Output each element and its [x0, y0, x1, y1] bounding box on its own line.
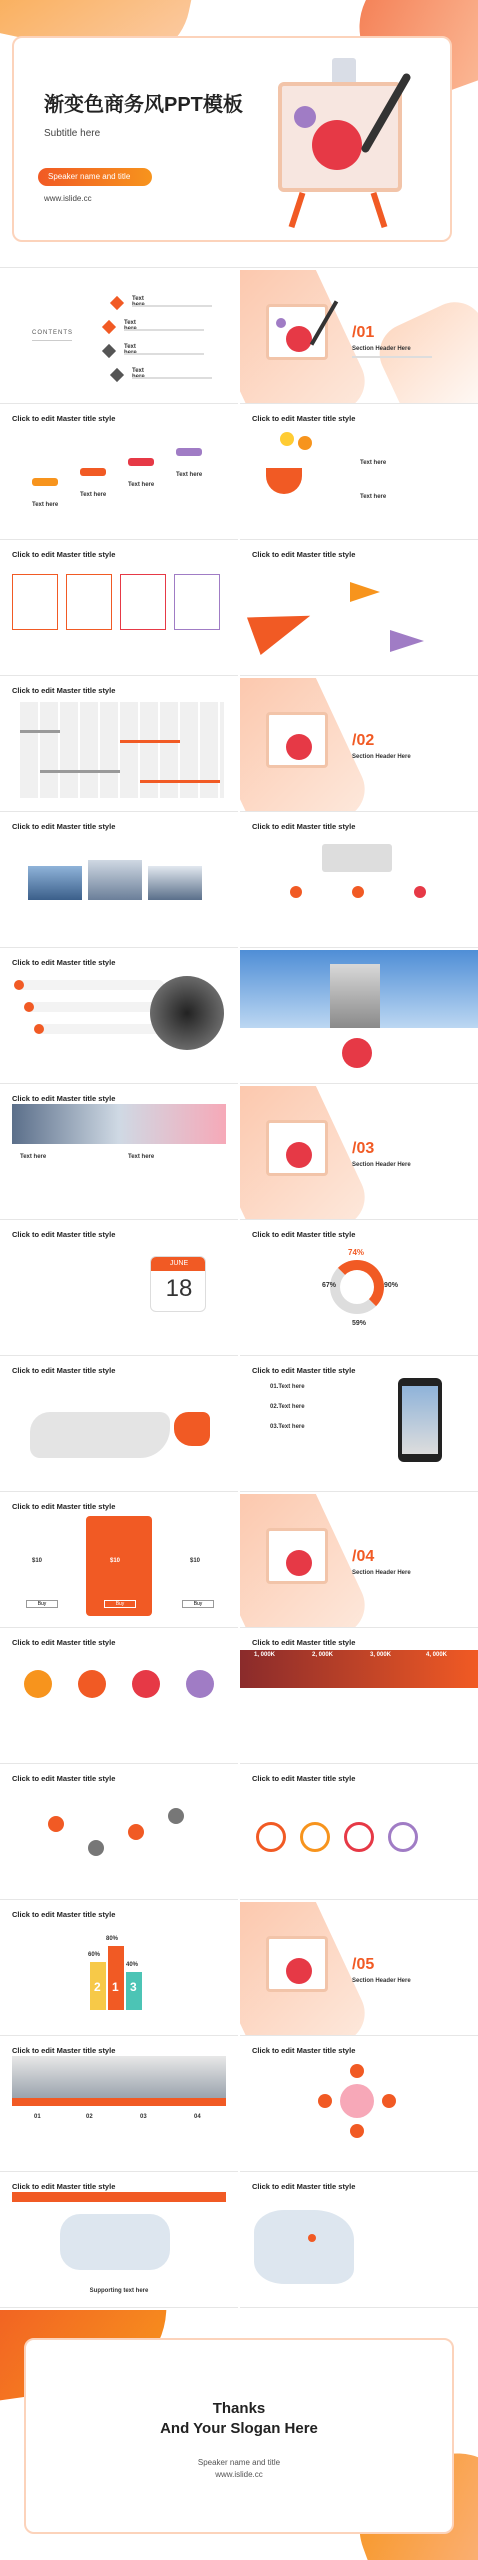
- cover-subtitle: Subtitle here: [44, 128, 101, 139]
- step-circle: [78, 1670, 106, 1698]
- building-photo: [88, 860, 142, 900]
- phone-slide: [240, 1358, 478, 1492]
- card-1: [12, 574, 58, 630]
- section-title: Section Header Here: [352, 1978, 411, 1984]
- slide-title: Click to edit Master title style: [12, 686, 116, 695]
- cover-speaker: Speaker name and title: [48, 172, 131, 181]
- bulb-icon: [280, 432, 294, 446]
- slide-title: Click to edit Master title style: [12, 550, 116, 559]
- donut-slide: [240, 1222, 478, 1356]
- gantt-bar: [40, 770, 120, 773]
- cover-slide: [0, 0, 478, 268]
- section-slide-02: [240, 678, 478, 812]
- painted-circle-red: [286, 326, 312, 352]
- painted-circle-red: [286, 1142, 312, 1168]
- section-number: /05: [352, 1956, 375, 1973]
- petal-dot: [382, 2094, 396, 2108]
- step-label-4: Text here: [176, 472, 203, 478]
- col-number: 01: [34, 2114, 41, 2120]
- painted-circle-red: [286, 1958, 312, 1984]
- section-title: Section Header Here: [352, 754, 411, 760]
- contents-divider: [32, 340, 72, 341]
- buy-button[interactable]: Buy: [104, 1600, 136, 1608]
- planes-slide: [240, 542, 478, 676]
- stat-value: 2, 000K: [312, 1652, 334, 1658]
- section-slide-03: [240, 1086, 478, 1220]
- slide-title: Click to edit Master title style: [12, 1230, 116, 1239]
- slide-title: Click to edit Master title style: [252, 1638, 356, 1647]
- contents-item-label: Text: [132, 296, 144, 302]
- calendar-month: JUNE: [169, 1260, 189, 1267]
- building-photo: [28, 866, 82, 900]
- diamond-icon: [102, 320, 116, 334]
- cards-slide: [0, 542, 238, 676]
- ending-speaker: Speaker name and title: [197, 2458, 281, 2467]
- percent-label: 59%: [352, 1320, 367, 1327]
- city-band: [12, 2098, 226, 2106]
- slide-title: Click to edit Master title style: [252, 822, 356, 831]
- gantt-bar: [20, 730, 60, 733]
- slogan-text: And Your Slogan Here: [160, 2420, 318, 2437]
- slide-title: Click to edit Master title style: [12, 822, 116, 831]
- step-label-3: Text here: [128, 482, 155, 488]
- card-2: [66, 574, 112, 630]
- timeline-dot: [48, 1816, 64, 1832]
- painted-circle-purple: [276, 318, 286, 328]
- rings-slide: [240, 1766, 478, 1900]
- map-slide: [0, 1358, 238, 1492]
- percent-label: 74%: [348, 1248, 365, 1257]
- paper-plane-icon: [247, 597, 317, 655]
- percent-label: 90%: [384, 1282, 399, 1289]
- pricing-slide: [0, 1494, 238, 1628]
- slide-title: Click to edit Master title style: [12, 958, 116, 967]
- slide-title: Click to edit Master title style: [12, 2046, 116, 2055]
- banner-label-left: Text here: [20, 1154, 47, 1160]
- slide-title: Click to edit Master title style: [12, 1638, 116, 1647]
- bar-number: 3: [130, 1980, 137, 1994]
- gantt-grid: [20, 702, 224, 798]
- progress-ring: [256, 1822, 286, 1852]
- painted-circle-red: [286, 1550, 312, 1576]
- dot-icon: [14, 980, 24, 990]
- step-circle: [132, 1670, 160, 1698]
- step-2: [80, 468, 106, 476]
- slide-title: Click to edit Master title style: [252, 1774, 356, 1783]
- step-circle: [24, 1670, 52, 1698]
- petal-dot: [350, 2124, 364, 2138]
- steps-circles-slide: [0, 1630, 238, 1764]
- flower-slide: [240, 2038, 478, 2172]
- easel-leg-left: [289, 192, 306, 228]
- circle-icon: [352, 886, 364, 898]
- coffee-label-1: Text here: [360, 460, 387, 466]
- coffee-slide: [240, 406, 478, 540]
- contents-item-text: [132, 377, 212, 379]
- gantt-bar: [140, 780, 220, 783]
- petal-dot: [318, 2094, 332, 2108]
- timeline-dot: [128, 1824, 144, 1840]
- contents-item-text: [124, 329, 204, 331]
- timeline-dot: [88, 1840, 104, 1856]
- slide-title: Click to edit Master title style: [252, 2046, 356, 2055]
- timeline-slide: [0, 1766, 238, 1900]
- section-title: Section Header Here: [352, 1162, 411, 1168]
- map-region-highlight: [174, 1412, 210, 1446]
- cover-title: 渐变色商务风PPT模板: [44, 94, 243, 116]
- progress-ring: [300, 1822, 330, 1852]
- col-number: 04: [194, 2114, 201, 2120]
- slide-title: Click to edit Master title style: [252, 414, 356, 423]
- section-number: /04: [352, 1548, 375, 1565]
- list-row: [24, 1002, 164, 1012]
- section-subtext: [352, 356, 432, 358]
- stat-value: 3, 000K: [370, 1652, 392, 1658]
- paper-plane-icon: [390, 630, 424, 652]
- diamond-icon: [102, 344, 116, 358]
- bar-number: 1: [112, 1980, 119, 1994]
- dot-icon: [34, 1024, 44, 1034]
- step-label-1: Text here: [32, 502, 59, 508]
- stat-value: 1, 000K: [254, 1652, 276, 1658]
- gantt-slide: [0, 678, 238, 812]
- banner-photo: [12, 1104, 226, 1144]
- china-map-slide: [240, 2174, 478, 2308]
- building-photo: [148, 866, 202, 900]
- paper-plane-icon: [350, 582, 380, 602]
- skyscraper-slide: [240, 950, 478, 1084]
- step-circle: [186, 1670, 214, 1698]
- step-3: [128, 458, 154, 466]
- slide-title: Click to edit Master title style: [12, 2182, 116, 2191]
- step-label-2: Text here: [80, 492, 107, 498]
- bars-slide: [0, 1902, 238, 2036]
- slide-title: Click to edit Master title style: [12, 1094, 116, 1103]
- easel-leg-right: [371, 192, 388, 228]
- easel-small: [266, 290, 336, 390]
- coffee-cup-illustration: [266, 468, 302, 494]
- card-4: [174, 574, 220, 630]
- list-row: [34, 1024, 164, 1034]
- card-3: [120, 574, 166, 630]
- easel-illustration: [268, 58, 448, 228]
- circle-icon: [414, 886, 426, 898]
- section-number: /03: [352, 1140, 375, 1157]
- circle-icon: [290, 886, 302, 898]
- calendar-icon: [150, 1256, 206, 1312]
- featured-circle: [342, 1038, 372, 1068]
- phone-label-1: 01.Text here: [270, 1384, 305, 1390]
- diamond-icon: [110, 296, 124, 310]
- calendar-slide: [0, 1222, 238, 1356]
- contents-slide: [0, 270, 238, 404]
- world-map: [60, 2214, 170, 2270]
- slide-title: Click to edit Master title style: [252, 2182, 356, 2191]
- thanks-text: Thanks: [212, 2400, 266, 2417]
- spiral-photo: [150, 976, 224, 1050]
- bar-percent: 40%: [126, 1962, 139, 1968]
- gantt-bar: [120, 740, 180, 743]
- contents-item-text: [124, 353, 204, 355]
- city-slide: [0, 2038, 238, 2172]
- slide-title: Click to edit Master title style: [252, 1230, 356, 1239]
- dot-icon: [24, 1002, 34, 1012]
- stairs-slide: [0, 406, 238, 540]
- contents-label: CONTENTS: [32, 330, 73, 336]
- worldmap-slide: [0, 2174, 238, 2308]
- list-slide: [0, 950, 238, 1084]
- images-slide: [0, 814, 238, 948]
- center-circle: [340, 2084, 374, 2118]
- bar-percent: 80%: [106, 1936, 119, 1942]
- slide-title: Click to edit Master title style: [252, 1366, 356, 1375]
- building-photo: [330, 964, 380, 1028]
- bulb-icon: [298, 436, 312, 450]
- section-number: /01: [352, 324, 375, 341]
- supporting-text: Supporting text here: [89, 2288, 149, 2294]
- donut-ring: [330, 1260, 384, 1314]
- bar-2: [108, 1946, 124, 2010]
- timeline-dot: [168, 1808, 184, 1824]
- diamond-icon: [110, 368, 124, 382]
- ending-site: www.islide.cc: [215, 2470, 263, 2479]
- contents-item-label: Text: [132, 368, 144, 374]
- section-number: /02: [352, 732, 375, 749]
- price-1: $10: [32, 1558, 43, 1564]
- petal-dot: [350, 2064, 364, 2078]
- buy-button[interactable]: Buy: [26, 1600, 58, 1608]
- stats-slide: [240, 1630, 478, 1764]
- contents-item-text: [132, 305, 212, 307]
- section-title: Section Header Here: [352, 1570, 411, 1576]
- stat-value: 4, 000K: [426, 1652, 448, 1658]
- phone-label-3: 03.Text here: [270, 1424, 305, 1430]
- section-slide-05: [240, 1902, 478, 2036]
- price-3: $10: [190, 1558, 201, 1564]
- map-region: [30, 1412, 170, 1458]
- section-slide-01: [240, 270, 478, 404]
- contents-item-label: Text: [124, 320, 136, 326]
- painted-circle-purple: [294, 106, 316, 128]
- slide-title: Click to edit Master title style: [12, 1366, 116, 1375]
- cover-site: www.islide.cc: [44, 194, 92, 203]
- header-band: [12, 2192, 226, 2202]
- col-number: 03: [140, 2114, 147, 2120]
- buy-button[interactable]: Buy: [182, 1600, 214, 1608]
- progress-ring: [388, 1822, 418, 1852]
- slide-title: Click to edit Master title style: [12, 1910, 116, 1919]
- painted-circle-red: [286, 734, 312, 760]
- col-number: 02: [86, 2114, 93, 2120]
- percent-label: 67%: [322, 1282, 337, 1289]
- slide-title: Click to edit Master title style: [12, 1774, 116, 1783]
- phone-screen: [402, 1386, 438, 1454]
- china-map: [254, 2210, 354, 2284]
- slide-title: Click to edit Master title style: [12, 1502, 116, 1511]
- progress-ring: [344, 1822, 374, 1852]
- coffee-label-2: Text here: [360, 494, 387, 500]
- map-pin-icon: [308, 2234, 316, 2242]
- bar-number: 2: [94, 1980, 101, 1994]
- list-row: [14, 980, 164, 990]
- slide-title: Click to edit Master title style: [252, 550, 356, 559]
- section-title: Section Header Here: [352, 346, 411, 352]
- truck-slide: [240, 814, 478, 948]
- phone-label-2: 02.Text here: [270, 1404, 305, 1410]
- ending-slide: [0, 2310, 478, 2560]
- step-1: [32, 478, 58, 486]
- step-4: [176, 448, 202, 456]
- bar-percent: 60%: [88, 1952, 101, 1958]
- banner-slide: [0, 1086, 238, 1220]
- truck-illustration: [322, 844, 392, 872]
- calendar-day: 18: [165, 1275, 193, 1302]
- painted-circle-red: [312, 120, 362, 170]
- city-photo: [12, 2056, 226, 2098]
- slide-title: Click to edit Master title style: [12, 414, 116, 423]
- banner-label-right: Text here: [128, 1154, 155, 1160]
- price-2: $10: [110, 1558, 121, 1564]
- section-slide-04: [240, 1494, 478, 1628]
- contents-item-label: Text: [124, 344, 136, 350]
